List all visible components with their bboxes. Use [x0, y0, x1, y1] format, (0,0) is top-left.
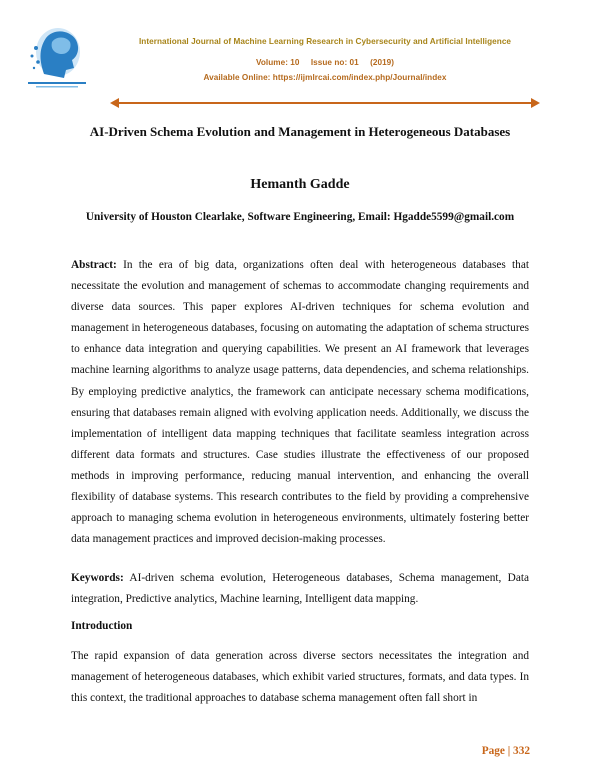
keywords-text: AI-driven schema evolution, Heterogeneous databases, Schema management, Data integration, Predictive analytics, Machine learning, Intelligent data mapping.: [71, 572, 530, 606]
author-affiliation: University of Houston Clearlake, Software Engineering, Email: Hgadde5599@gmail.com: [85, 211, 515, 223]
abstract-label: Abstract:: [71, 259, 117, 271]
introduction-heading: Introduction: [71, 620, 133, 632]
issue-label: Issue no: 01: [310, 58, 359, 67]
volume-issue-line: [90, 58, 560, 67]
volume-label: Volume: 10: [255, 58, 300, 67]
abstract-paragraph: [71, 255, 529, 550]
page-number: Page | 332: [481, 745, 530, 757]
keywords-paragraph: [71, 568, 529, 610]
paper-title: AI-Driven Schema Evolution and Management in Heterogeneous Databases: [89, 124, 511, 139]
year-label: (2019): [370, 58, 395, 67]
keywords-label: Keywords:: [71, 572, 124, 584]
available-online-link[interactable]: Available Online: https://ijmlrcai.com/index.php/Journal/index: [203, 73, 447, 82]
author-name: Hemanth Gadde: [250, 177, 350, 192]
journal-name: International Journal of Machine Learning Research in Cybersecurity and Artificial Intelligence: [138, 37, 512, 46]
header-divider-arrow: [110, 97, 540, 109]
introduction-paragraph: The rapid expansion of data generation across diverse sectors necessitates the integration and management of heterogeneous databases, which exhibit varied structures, formats, and data types. In this context, the traditional approaches to database schema management often fall short in: [71, 650, 529, 705]
brain-head-logo-icon: [22, 22, 92, 90]
abstract-text: In the era of big data, organizations often deal with heterogeneous databases that necessitate the evolution and management of schemas to accommodate changing requirements and diverse data sources. This paper explores AI-driven techniques for schema evolution and management in heterogeneous databases, focusing on automating the adaptation of schema structures to enhance data integration and querying capabilities. We present an AI framework that leverages machine learning algorithms to analyze usage patterns, data dependencies, and schema relationships. By employing predictive analytics, the framework can anticipate necessary schema modifications, ensuring that databases remain aligned with evolving application needs. Additionally, we discuss the implementation of intelligent data mapping techniques that facilitate seamless integration across different data formats and structures. Case studies illustrate the effectiveness of our proposed methods in improving performance, reducing manual intervention, and enhancing the overall flexibility of database systems. This research contributes to the field by providing a comprehensive approach to managing schema evolution in heterogeneous environments, ultimately fostering better data management practices and improved decision-making processes.: [71, 259, 530, 546]
